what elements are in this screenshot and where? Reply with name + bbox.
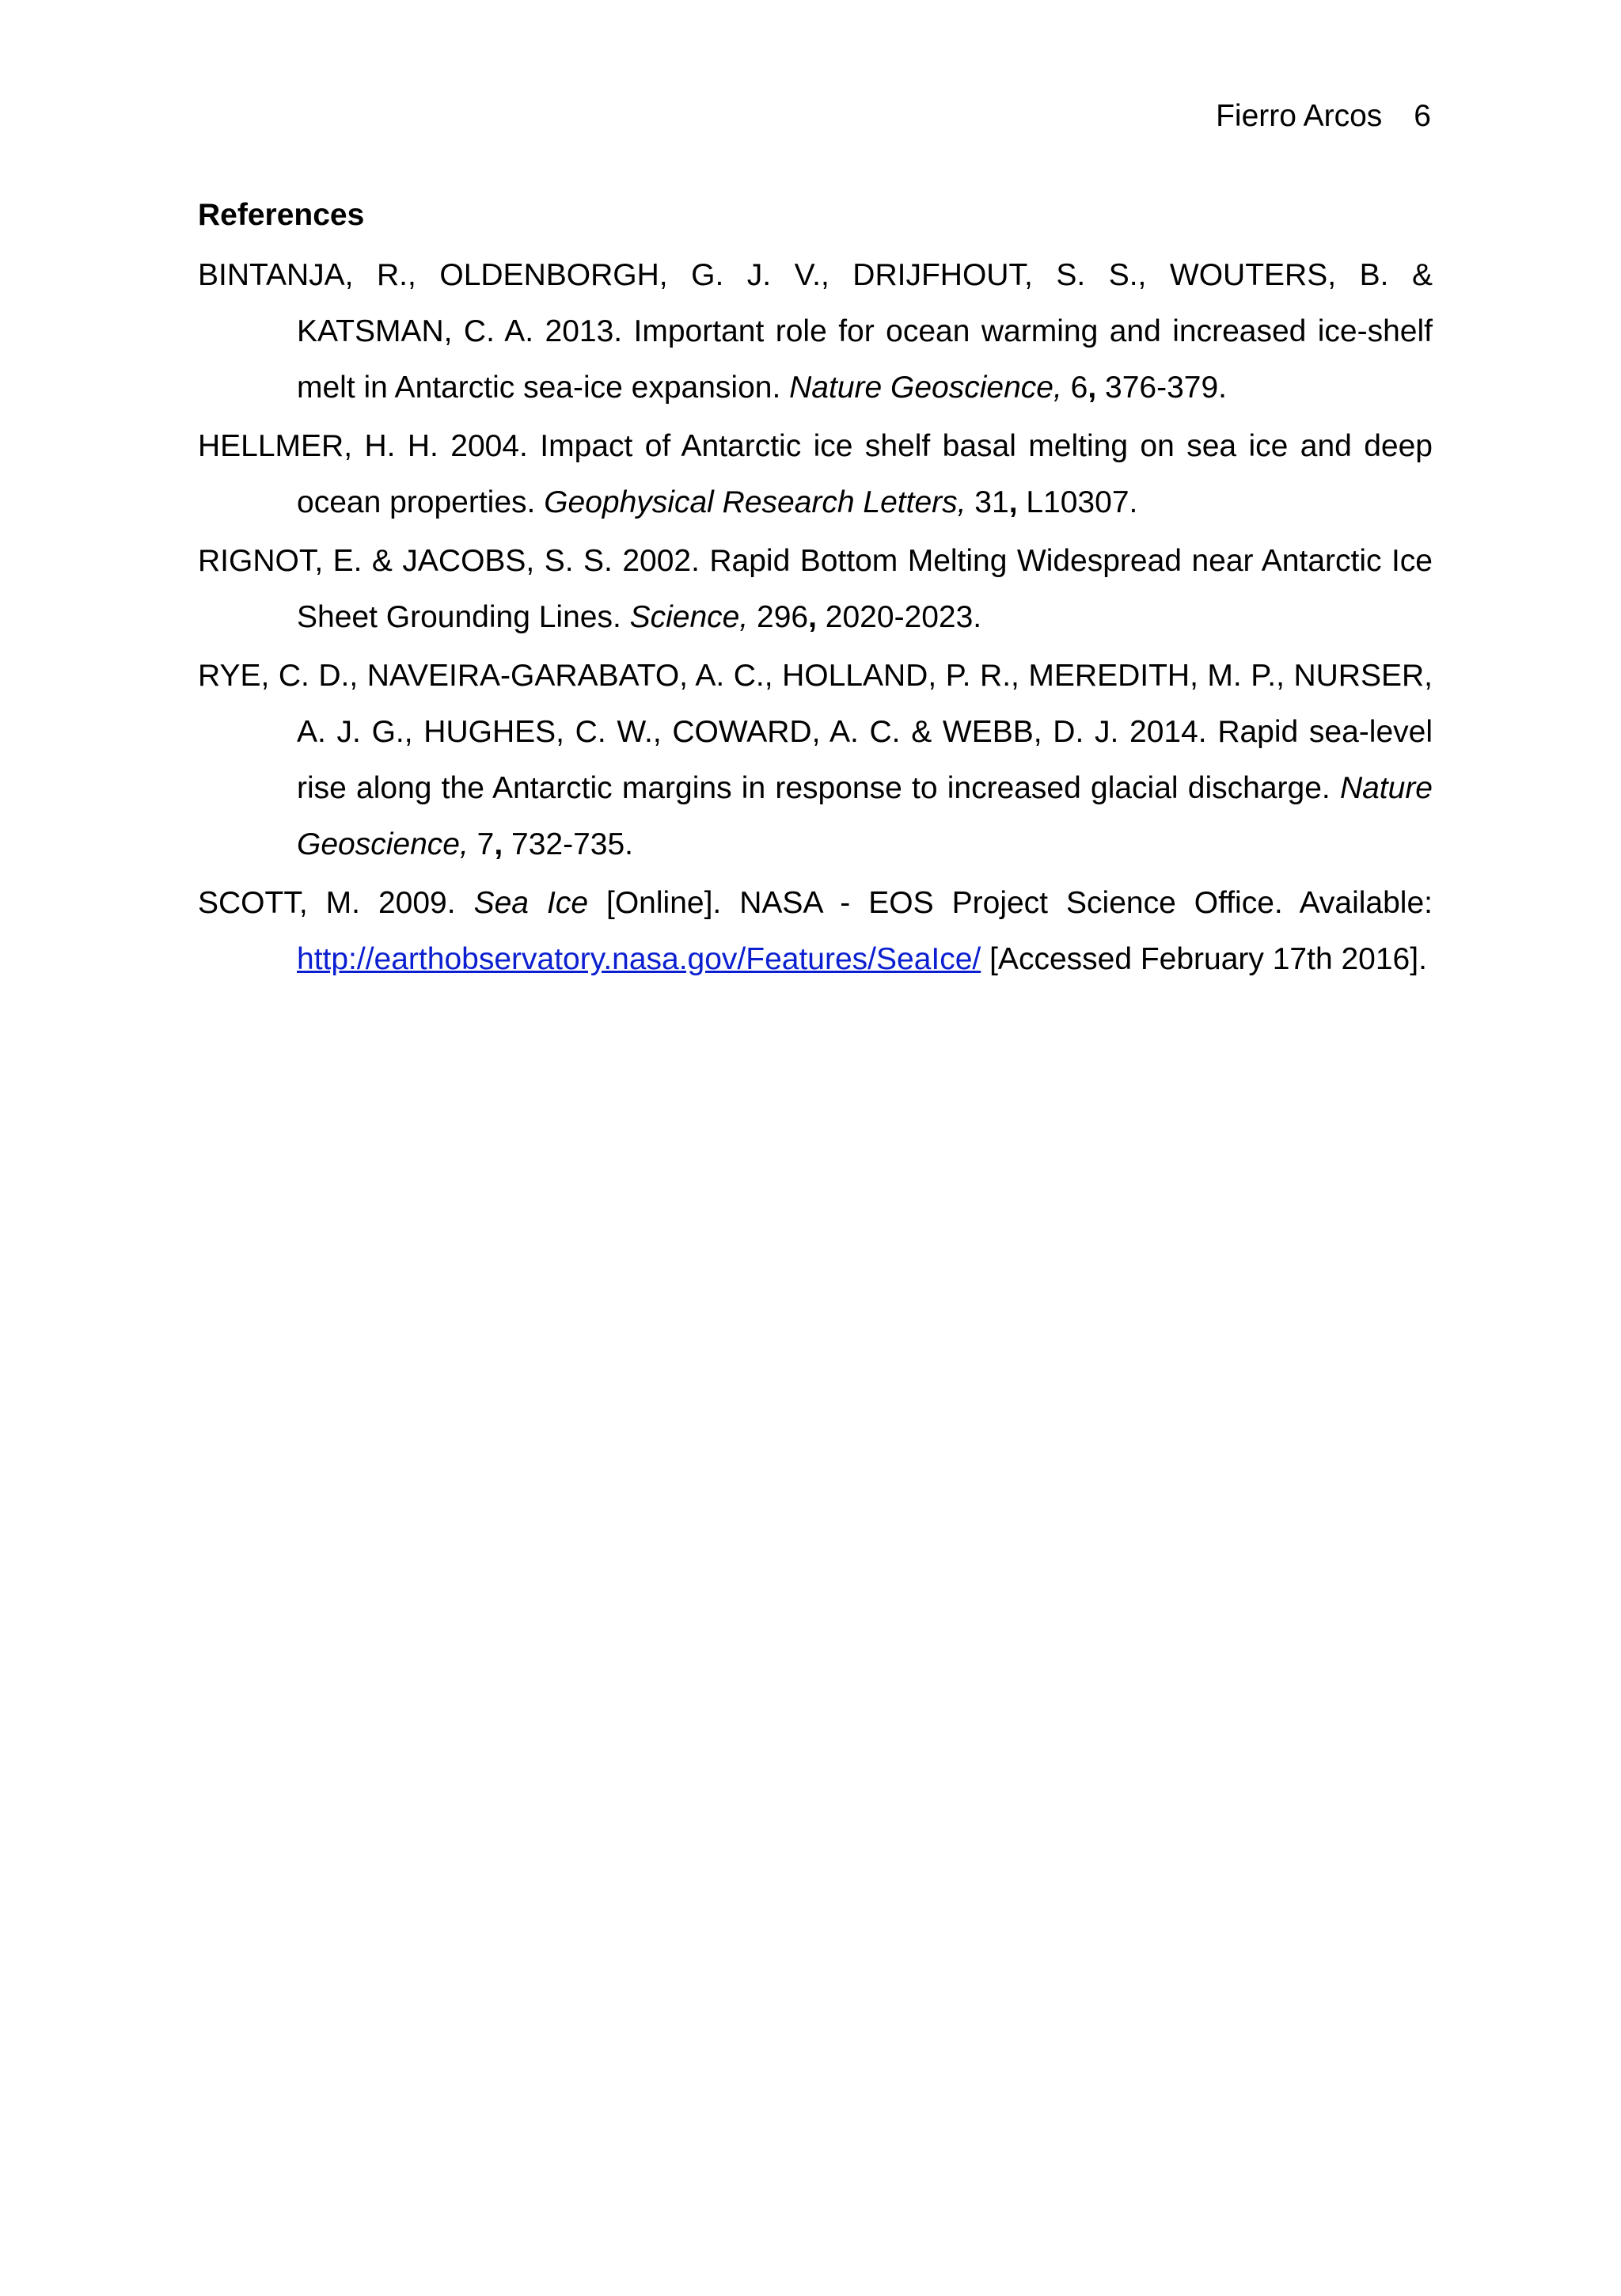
reference-text: RYE, C. D., NAVEIRA-GARABATO, A. C., HOLLAND, P. R., MEREDITH, M. P., NURSER, A. J. G., HUGHES, C. W., COWARD, A. C. & WEBB, D. J. 2014. Rapid sea-level rise along the Antarctic margins in response to increased glacial discharge. [198, 659, 1433, 805]
reference-journal: Geophysical Research Letters, [544, 485, 966, 519]
reference-url-link[interactable]: http://earthobservatory.nasa.gov/Features/SeaIce/ [297, 942, 981, 976]
reference-journal: Nature Geoscience, [297, 771, 1433, 861]
reference-pages: 732-735. [503, 827, 633, 861]
reference-volume: 6 [1061, 371, 1088, 405]
reference-entry-scott [198, 875, 1433, 987]
reference-source: [Online]. NASA - EOS Project Science Office. Available: [588, 886, 1433, 920]
reference-separator: , [1088, 371, 1097, 405]
reference-entry-bintanja [198, 247, 1433, 416]
reference-journal: Nature Geoscience, [789, 371, 1062, 405]
reference-text: RIGNOT, E. & JACOBS, S. S. 2002. Rapid Bottom Melting Widespread near Antarctic Ice Sheet Grounding Lines. [198, 544, 1433, 634]
reference-entry-rye [198, 648, 1433, 872]
reference-list [198, 247, 1433, 987]
reference-volume: 31 [966, 485, 1009, 519]
running-head-author: Fierro Arcos [1216, 99, 1383, 133]
reference-pages: 376-379. [1096, 371, 1228, 405]
reference-journal: Science, [629, 600, 749, 634]
reference-accessed: [Accessed February 17th 2016]. [981, 942, 1427, 976]
references-heading: References [198, 198, 365, 232]
reference-separator: , [1008, 485, 1018, 519]
reference-entry-rignot [198, 533, 1433, 645]
page-header [1216, 97, 1431, 136]
reference-separator: , [494, 827, 503, 861]
reference-text: SCOTT, M. 2009. [198, 886, 474, 920]
reference-title: Sea Ice [473, 886, 589, 920]
reference-volume: 296 [748, 600, 809, 634]
reference-separator: , [808, 600, 817, 634]
reference-text: BINTANJA, R., OLDENBORGH, G. J. V., DRIJFHOUT, S. S., WOUTERS, B. & KATSMAN, C. A. 2013. Important role for ocean warming and increased ice-shelf melt in Antarctic sea-ice expansion. [198, 258, 1433, 405]
reference-pages: 2020-2023. [816, 600, 982, 634]
references-section [198, 193, 1433, 990]
page-number: 6 [1414, 99, 1431, 133]
reference-volume: 7 [468, 827, 495, 861]
reference-text: HELLMER, H. H. 2004. Impact of Antarctic ice shelf basal melting on sea ice and deep ocean properties. [198, 429, 1433, 519]
reference-pages: L10307. [1017, 485, 1138, 519]
reference-entry-hellmer [198, 418, 1433, 530]
